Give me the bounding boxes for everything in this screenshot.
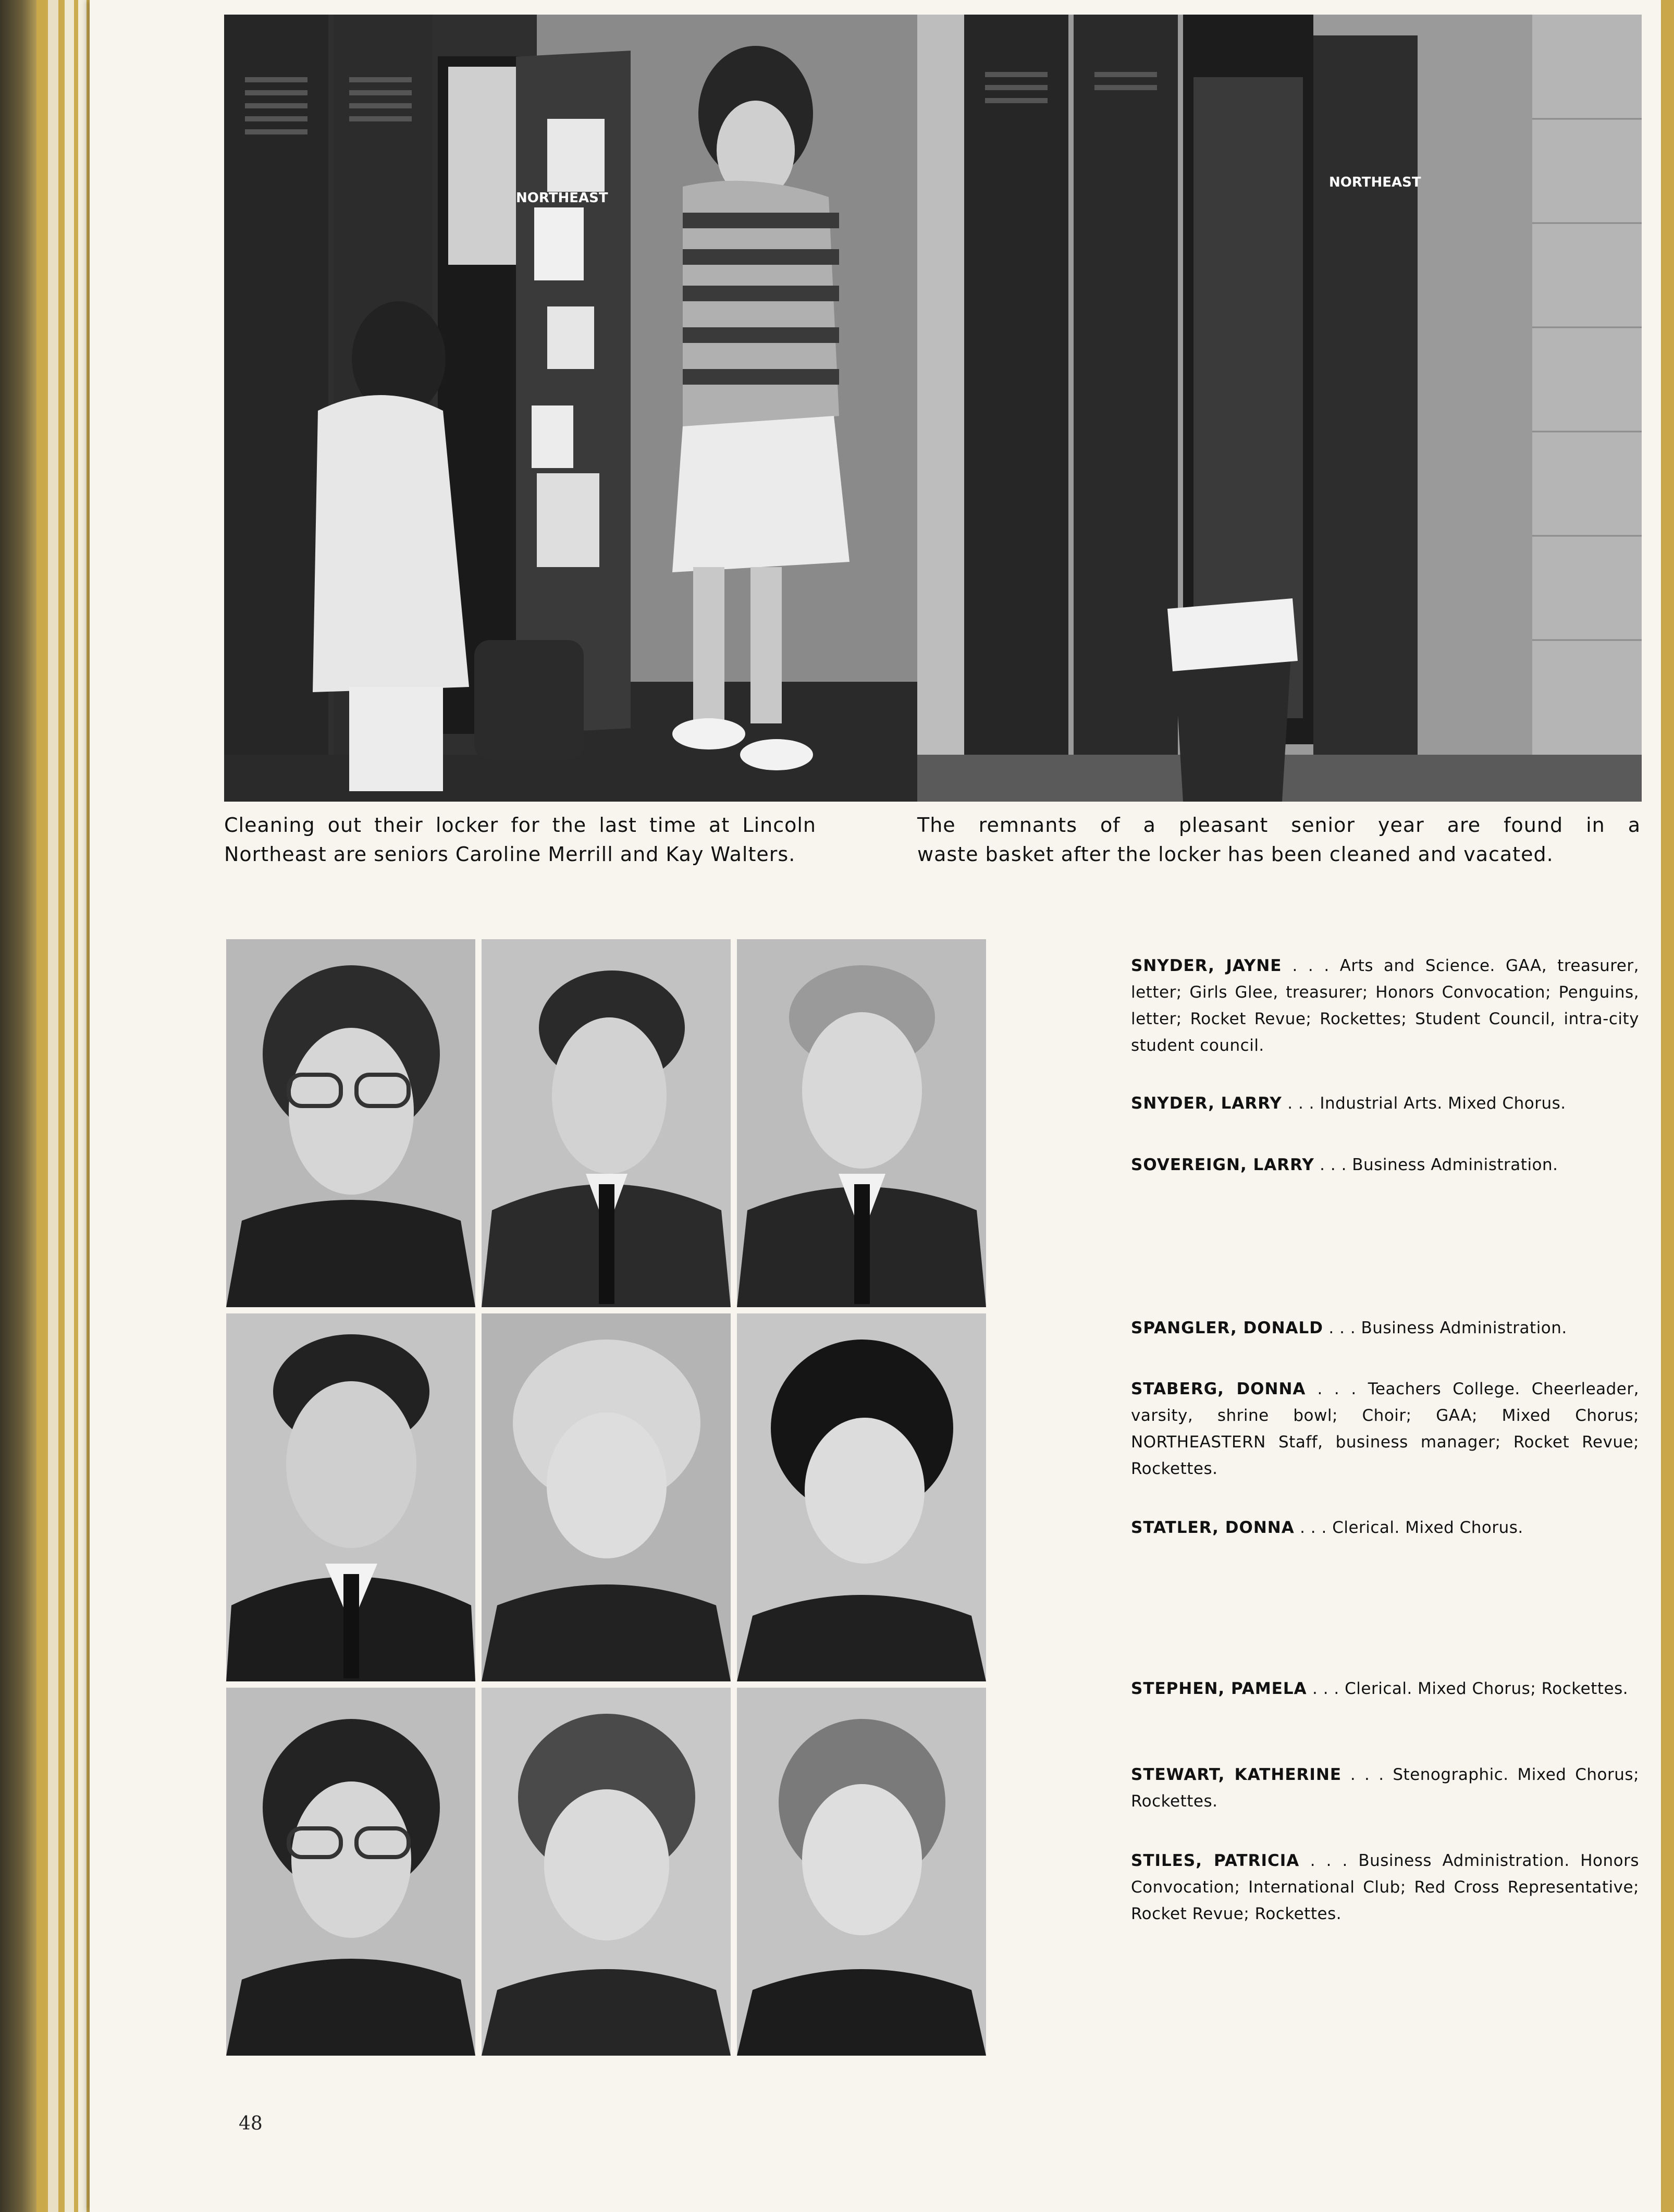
entry-separator: . . .: [1306, 1380, 1368, 1398]
entry-separator: . . .: [1282, 1094, 1320, 1113]
page-number: 48: [239, 2113, 263, 2134]
page-edge: [78, 0, 87, 2212]
portrait-snyder-jayne: [226, 939, 475, 1307]
entry-name: STILES, PATRICIA: [1131, 1851, 1300, 1870]
portrait-stephen-pamela: [226, 1688, 475, 2056]
entry-spangler-donald: [1131, 1315, 1639, 1342]
entry-details: Business Administration.: [1352, 1156, 1558, 1174]
portrait-sovereign-larry: [737, 939, 986, 1307]
portrait-stiles-patricia: [737, 1688, 986, 2056]
caption-line: Cleaning out their locker for the last time at Lincoln: [224, 814, 816, 837]
entry-staberg-donna: [1131, 1376, 1639, 1482]
entry-separator: . . .: [1307, 1679, 1345, 1698]
entry-name: SOVEREIGN, LARRY: [1131, 1156, 1314, 1174]
caption-line: waste basket after the locker has been cleaned and vacated.: [917, 843, 1554, 866]
entry-details: Business Administration. Honors Convocation; International Club; Red Cross Representative; Rocket Revue; Rockettes.: [1131, 1851, 1640, 1923]
entry-name: SNYDER, LARRY: [1131, 1094, 1282, 1113]
portrait-staberg-donna: [482, 1313, 731, 1681]
entry-details: Teachers College. Cheerleader, varsity, shrine bowl; Choir; GAA; Mixed Chorus; NORTHEASTERN Staff, business manager; Rocket Revue; Rockettes.: [1131, 1380, 1639, 1478]
caption-right: [917, 810, 1641, 869]
entry-name: STATLER, DONNA: [1131, 1518, 1295, 1537]
entry-snyder-jayne: [1131, 953, 1639, 1059]
entry-separator: . . .: [1323, 1319, 1361, 1337]
photo-cleaning-locker: [224, 15, 949, 802]
entry-name: STABERG, DONNA: [1131, 1380, 1306, 1398]
portrait-snyder-larry: [482, 939, 731, 1307]
page-edge: [48, 0, 58, 2212]
entry-details: Industrial Arts. Mixed Chorus.: [1320, 1094, 1566, 1113]
entry-name: STEPHEN, PAMELA: [1131, 1679, 1307, 1698]
entry-snyder-larry: [1131, 1090, 1639, 1117]
entry-separator: . . .: [1282, 956, 1340, 975]
portrait-statler-donna: [737, 1313, 986, 1681]
yearbook-page: [90, 0, 1661, 2212]
photo-empty-locker: [917, 15, 1642, 802]
entry-details: Clerical. Mixed Chorus.: [1332, 1518, 1523, 1537]
entry-separator: . . .: [1299, 1851, 1359, 1870]
entry-stephen-pamela: [1131, 1676, 1639, 1702]
entry-details: Arts and Science. GAA, treasurer, letter; Girls Glee, treasurer; Honors Convocation; Penguins, letter; Rocket Revue; Rockettes; Student Council, intra-city student council.: [1131, 956, 1639, 1055]
entry-stewart-katherine: [1131, 1762, 1639, 1815]
entry-separator: . . .: [1294, 1518, 1333, 1537]
entry-details: Clerical. Mixed Chorus; Rockettes.: [1345, 1679, 1629, 1698]
entry-separator: . . .: [1341, 1765, 1393, 1784]
entry-sovereign-larry: [1131, 1152, 1639, 1178]
caption-left: [224, 810, 816, 869]
entry-statler-donna: [1131, 1515, 1639, 1541]
entry-details: Stenographic. Mixed Chorus; Rockettes.: [1131, 1765, 1640, 1811]
entry-name: SPANGLER, DONALD: [1131, 1319, 1324, 1337]
entry-name: SNYDER, JAYNE: [1131, 956, 1282, 975]
book-spine: [0, 0, 36, 2212]
caption-line: The remnants of a pleasant senior year are found in a: [917, 814, 1641, 837]
portrait-spangler-donald: [226, 1313, 475, 1681]
entry-separator: . . .: [1314, 1156, 1352, 1174]
poster-text: NORTHEAST: [516, 190, 608, 206]
portrait-stewart-katherine: [482, 1688, 731, 2056]
page-edge: [65, 0, 74, 2212]
entry-details: Business Administration.: [1361, 1319, 1567, 1337]
poster-text: NORTHEAST: [1329, 175, 1421, 190]
entry-stiles-patricia: [1131, 1848, 1639, 1927]
entry-name: STEWART, KATHERINE: [1131, 1765, 1342, 1784]
caption-line: Northeast are seniors Caroline Merrill and Kay Walters.: [224, 843, 796, 866]
